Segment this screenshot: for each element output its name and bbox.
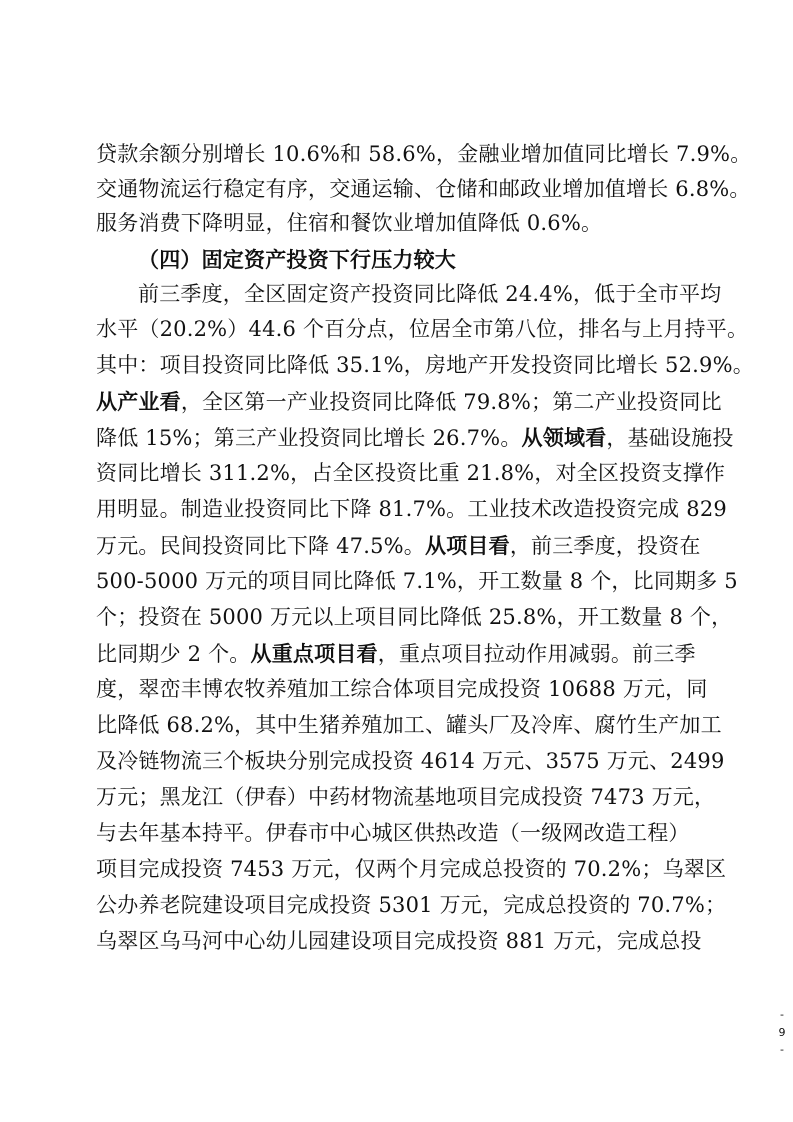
text-line-1: 贷款余额分别增长 10.6%和 58.6%，金融业增加值同比增长 7.9%。 [96, 142, 752, 166]
section-heading: （四）固定资产投资下行压力较大 [138, 247, 456, 272]
line-text: 万元。民间投资同比下降 47.5%。 [96, 534, 425, 558]
bold-lead: 从产业看 [96, 389, 181, 414]
text-line-2: 交通物流运行稳定有序，交通运输、仓储和邮政业增加值增长 6.8%。 [96, 177, 751, 201]
page-number [772, 1006, 792, 1059]
para-line-15: 万元；黑龙江（伊春）中药材物流基地项目完成投资 7473 万元， [96, 785, 716, 809]
bold-lead: 从项目看 [425, 533, 510, 558]
para-line-1: 前三季度，全区固定资产投资同比降低 24.4%，低于全市平均 [138, 282, 722, 306]
para-line-4 [96, 391, 722, 413]
text-line-3: 服务消费下降明显，住宿和餐饮业增加值降低 0.6%。 [96, 211, 603, 235]
para-line-11 [96, 643, 696, 665]
line-tail: ，基础设施投 [606, 426, 734, 450]
bold-lead: 从重点项目看 [250, 641, 378, 666]
para-line-14: 及冷链物流三个板块分别完成投资 4614 万元、3575 万元、2499 [96, 749, 725, 773]
para-line-18: 公办养老院建设项目完成投资 5301 万元，完成总投资的 70.7%； [96, 893, 727, 917]
para-line-6: 资同比增长 311.2%，占全区投资比重 21.8%，对全区投资支撑作 [96, 461, 726, 485]
line-tail: ，重点项目拉动作用减弱。前三季 [377, 642, 696, 666]
line-text: 降低 15%；第三产业投资同比增长 26.7%。 [96, 426, 522, 450]
para-line-19: 乌翠区乌马河中心幼儿园建设项目完成投资 881 万元，完成总投 [96, 929, 702, 953]
para-line-9: 500-5000 万元的项目同比降低 7.1%，开工数量 8 个，比同期多 5 [96, 569, 738, 593]
line-tail: ，前三季度，投资在 [509, 534, 701, 558]
para-line-8 [96, 535, 701, 557]
para-line-12: 度，翠峦丰博农牧养殖加工综合体项目完成投资 10688 万元，同 [96, 677, 708, 701]
para-line-10: 个；投资在 5000 万元以上项目同比降低 25.8%，开工数量 8 个， [96, 605, 733, 629]
bold-lead: 从领域看 [521, 425, 607, 450]
line-text: ，全区第一产业投资同比降低 79.8%；第二产业投资同比 [180, 390, 722, 414]
dash-top: - [780, 1008, 784, 1021]
line-text: 比同期少 2 个。 [96, 642, 251, 666]
para-line-16: 与去年基本持平。伊春市中心城区供热改造（一级网改造工程） [96, 821, 690, 845]
dash-bottom: - [780, 1043, 784, 1057]
para-line-13: 比降低 68.2%，其中生猪养殖加工、罐头厂及冷库、腐竹生产加工 [96, 713, 722, 737]
para-line-7: 用明显。制造业投资同比下降 81.7%。工业技术改造投资完成 829 [96, 497, 727, 521]
para-line-3: 其中：项目投资同比降低 35.1%，房地产开发投资同比增长 52.9%。 [96, 353, 754, 377]
para-line-5 [96, 427, 734, 449]
para-line-17: 项目完成投资 7453 万元，仅两个月完成总投资的 70.2%；乌翠区 [96, 857, 727, 881]
para-line-2: 水平（20.2%）44.6 个百分点，位居全市第八位，排名与上月持平。 [96, 317, 749, 341]
page-number-value: 9 [778, 1025, 786, 1039]
